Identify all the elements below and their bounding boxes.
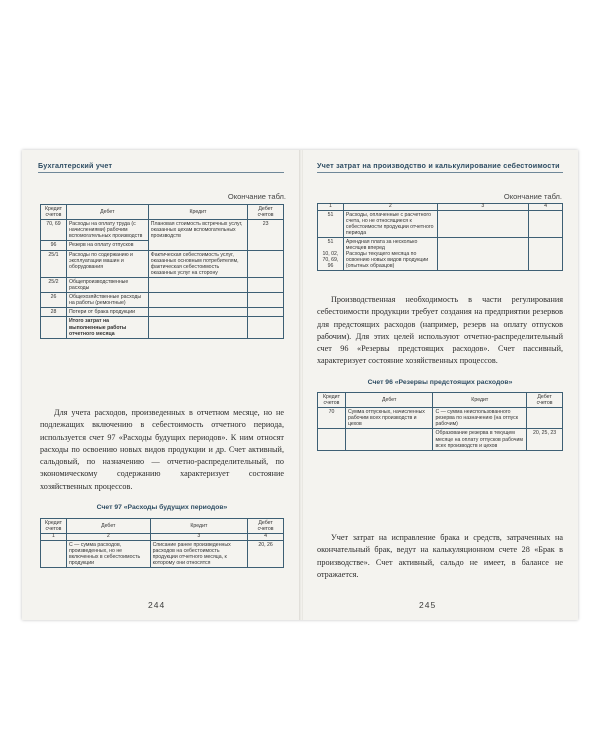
book-spread (22, 150, 578, 620)
table-caption: Счет 97 «Расходы будущих периодов» (96, 504, 228, 511)
page-number: 245 (419, 600, 437, 610)
running-head: Учет затрат на производство и калькулирование себестоимости (317, 161, 560, 170)
body-paragraph: Учет затрат на исправление брака и средств, затраченных на окончательный брак, ведут на калькуляционном счете 28 «Брак в производстве». Счет активный, сальдо не имеет, в балансе не отражается. (317, 533, 563, 579)
header-credit: Кредит (150, 519, 248, 534)
header-debit: Дебет (345, 393, 433, 408)
table-row: Итого затрат на выполненные работы отчетного месяца (41, 317, 284, 338)
table-row: 51 Расходы, оплаченные с расчетного счета, но не относящиеся к себестоимости продукции отчетного периода (318, 210, 563, 237)
column-numbers-row: 1 2 3 4 (318, 204, 563, 211)
table-row: 25/1 Расходы по содержанию и эксплуатации машин и оборудования Фактическая себестоимость услуг, оказанных основным потребителям, фактическая себестоимость оказанных услуг на сторону (41, 250, 284, 277)
page-number: 244 (148, 600, 166, 610)
account-97-table (40, 518, 284, 568)
running-head: Бухгалтерский учет (38, 161, 113, 170)
header-rule (317, 172, 563, 173)
table-ending-label: Окончание табл. (227, 192, 286, 201)
header-credit-accounts: Кредит счетов (41, 519, 67, 534)
left-page (22, 150, 300, 620)
table-row: 96 Резерв на оплату отпусков (41, 241, 284, 250)
header-debit-accounts: Дебет счетов (248, 519, 284, 534)
account-table-continued (40, 204, 284, 339)
body-paragraph: Для учета расходов, произведенных в отчетном месяце, но не подлежащих включению в себестоимость отчетного периода, используется счет 97 «Расходы будущих периодов». К ним относят расходы по освоению новых видов продукции и др. Счет активный, сальдовый, по назначению — отчетно-распределительный, по экономическому содержанию характеризует состояние хозяйственных процессов. (40, 408, 284, 491)
table-ending-label: Окончание табл. (503, 192, 562, 201)
account-table-continued (317, 203, 563, 271)
header-debit-accounts: Дебет счетов (527, 393, 563, 408)
header-credit-accounts: Кредит счетов (318, 393, 346, 408)
table-row: 51 10, 02, 70, 69, 96 Арендная плата за несколько месяцев вперед Расходы текущего месяца по освоению новых видов продукции (опытных образцов) (318, 237, 563, 270)
column-numbers-row: 1 2 3 4 (41, 534, 284, 541)
right-page (301, 150, 578, 620)
table-row: 28 Потери от брака продукции (41, 308, 284, 317)
table-caption: Счет 96 «Резервы предстоящих расходов» (367, 379, 513, 386)
body-paragraph: Производственная необходимость в части регулирования себестоимости продукции требует создания на предприятии резервов для предстоящих расходов (например, резерв на оплату отпусков рабочим). Для этих целей используют отчетно-распределительный счет 96 «Резервы предстоящих расходов». Счет пассивный, характеризует состояние хозяйственных процессов. (317, 295, 563, 366)
table-row: 25/2 Общепроизводственные расходы (41, 277, 284, 292)
header-debit: Дебет (66, 205, 148, 220)
header-debit-accounts: Дебет счетов (248, 205, 284, 220)
table-row: 70, 69 Расходы на оплату труда (с начислениями) рабочим вспомогательных производств Плановая стоимость встречных услуг, оказанных цехам вспомогательных производств 23 (41, 220, 284, 241)
header-credit-accounts: Кредит счетов (41, 205, 67, 220)
header-credit: Кредит (433, 393, 527, 408)
table-row: С — сумма расходов, произведенных, но не включенных в себестоимость продукции Списание ранее произведенных расходов на себестоимость продукции отчетного месяца, к которому они относятся 20, 26 (41, 540, 284, 567)
table-row: 26 Общехозяйственные расходы на работы (ремонтные) (41, 293, 284, 308)
table-row: 70 Сумма отпускных, начисленных рабочим всех производств и цехов С — сумма неиспользованного резерва по назначению (на отпуск рабочим) (318, 408, 563, 429)
header-credit: Кредит (148, 205, 247, 220)
table-row: Образование резерва в текущем месяце на оплату отпусков рабочим всех производств и цехов 20, 25, 23 (318, 429, 563, 450)
header-debit: Дебет (66, 519, 150, 534)
account-96-table (317, 392, 563, 451)
header-rule (38, 172, 284, 173)
